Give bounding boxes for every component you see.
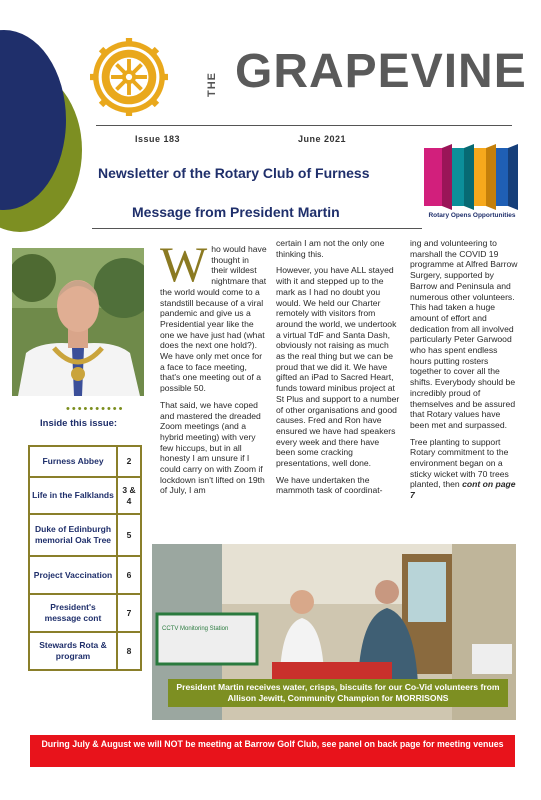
- continued-link[interactable]: cont on page 7: [410, 479, 516, 501]
- article-column-1: [160, 236, 268, 502]
- toc-page: 2: [117, 446, 141, 477]
- president-photo: [12, 248, 144, 396]
- article-paragraph: ing and volunteering to marshall the COVID 19 programme at Alfred Barrow Surgery, supported by Barrow and Peninsula and numerous other volunteers. This had taken a huge amount of effort and dedication from all involved particularly Peter Garwood who has spent endless hours putting rosters together to cover all the shifts. Everybody should be incredibly proud of themselves and be assured that Rotary values have been met and surpassed.: [410, 238, 518, 430]
- title-rule: [92, 228, 422, 229]
- article-title: Message from President Martin: [132, 204, 340, 220]
- article-paragraph: That said, we have coped and mastered the dreaded Zoom meetings (and a hybrid meeting) with very few hiccups, but in all honesty I am unsure if I could carry on with Zoom if lockdown isn't lifted on 19th of July, I am: [160, 399, 265, 496]
- toc-label: President's message cont: [29, 594, 117, 632]
- newsletter-subtitle: Newsletter of the Rotary Club of Furness: [98, 165, 370, 181]
- toc-row[interactable]: [29, 556, 141, 594]
- article-column-3: [410, 238, 520, 507]
- toc-row[interactable]: [29, 477, 141, 514]
- article-paragraph: certain I am not the only one thinking this.: [276, 238, 385, 259]
- article-column-2: [276, 238, 400, 502]
- toc-page: 5: [117, 514, 141, 556]
- newsletter-title: GRAPEVINE: [235, 45, 527, 98]
- rotary-logo: [90, 38, 168, 116]
- toc-page: 7: [117, 594, 141, 632]
- table-of-contents: [28, 445, 142, 671]
- inside-issue-title: Inside this issue:: [40, 418, 118, 429]
- header-rule: [96, 125, 512, 126]
- doors-caption: Rotary Opens Opportunities: [428, 212, 516, 219]
- toc-page: 8: [117, 632, 141, 670]
- article-paragraph: ho would have thought in their wildest nightmare that the world would come to a standstill because of a viral pandemic and give us a Presidential year like the one we have just had (what does the next one hold?). We have only met once for a face to face meeting, that's one meeting out of a possible 50.: [160, 244, 267, 394]
- photo-caption: President Martin receives water, crisps, biscuits for our Co-Vid volunteers from Allison Jewitt, Community Champion for MORRISONS: [168, 679, 508, 707]
- issue-date: June 2021: [298, 134, 347, 144]
- the-label: THE: [206, 72, 218, 98]
- issue-number: Issue 183: [135, 134, 181, 144]
- toc-page: 3 & 4: [117, 477, 141, 514]
- toc-row[interactable]: [29, 594, 141, 632]
- article-paragraph: Tree planting to support Rotary commitment to the environment began on a sticky wicket with 70 trees planted, then: [410, 436, 509, 490]
- olive-dot-divider: ••••••••••: [66, 403, 125, 415]
- doors-logo: [422, 142, 522, 212]
- toc-row[interactable]: [29, 446, 141, 477]
- notice-banner: During July & August we will NOT be meeting at Barrow Golf Club, see panel on back page for meeting venues: [30, 735, 515, 767]
- toc-label: Duke of Edinburgh memorial Oak Tree: [29, 514, 117, 556]
- decorative-circles: [0, 0, 90, 240]
- toc-page: 6: [117, 556, 141, 594]
- toc-label: Life in the Falklands: [29, 477, 117, 514]
- toc-label: Project Vaccination: [29, 556, 117, 594]
- toc-row[interactable]: [29, 632, 141, 670]
- drop-cap: W: [160, 236, 208, 292]
- toc-label: Furness Abbey: [29, 446, 117, 477]
- article-paragraph: We have undertaken the mammoth task of coordinat-: [276, 474, 383, 496]
- sign-text: CCTV Monitoring Station: [162, 626, 229, 632]
- article-paragraph: However, you have ALL stayed with it and stepped up to the mark as I had no doubt you would. We held our Charter remotely with visitors from around the world, we undertook a virtual TdF and Santa Dash, obviously not raising as much as the real thing but we can be proud that we did it. We have gifted an iPad to Sacred Heart, funds toward minibus project at St Plus and support to a number of other organisations and good causes. Fred and Ron have ensured we have had speakers every week and there have been some cracking presentations, well done.: [276, 265, 400, 469]
- toc-row[interactable]: [29, 514, 141, 556]
- toc-label: Stewards Rota & program: [29, 632, 117, 670]
